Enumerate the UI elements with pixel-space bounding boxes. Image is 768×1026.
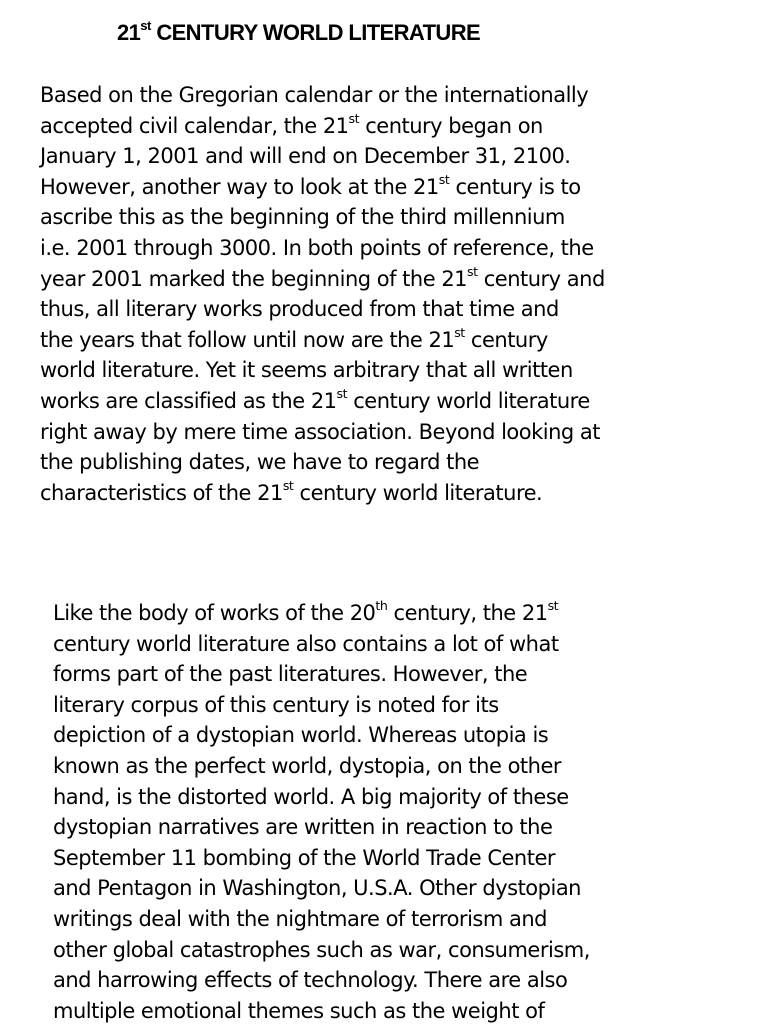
text-run: century world literature [347, 388, 590, 413]
text-line [53, 873, 590, 904]
text-line [53, 812, 590, 843]
text-line [53, 629, 590, 660]
text-line [40, 80, 605, 111]
text-line [40, 264, 605, 295]
text-run: Like the body of works of the 20 [53, 601, 376, 625]
text-run: multiple emotional themes such as the weight of [53, 998, 545, 1023]
text-line [53, 690, 590, 721]
text-run: world literature. Yet it seems arbitrary that all written [40, 358, 573, 383]
text-run: characteristics of the 21 [40, 480, 283, 505]
text-line [53, 965, 590, 996]
text-run: century world literature also contains a lot of what [53, 631, 559, 656]
text-line [53, 751, 590, 782]
ordinal-suffix: st [336, 386, 348, 402]
text-line [53, 996, 590, 1026]
text-run: dystopian narratives are written in reaction to the [53, 815, 553, 840]
title-ordinal-suffix: st [140, 17, 151, 33]
text-line [53, 659, 590, 690]
text-line [40, 325, 605, 356]
text-line [40, 294, 605, 325]
paragraph-2 [53, 598, 590, 1026]
paragraph-1 [40, 80, 605, 508]
text-run: the publishing dates, we have to regard the [40, 450, 480, 475]
text-run: the years that follow until now are the 21 [40, 327, 455, 352]
text-run: writings deal with the nightmare of terrorism and [53, 906, 547, 931]
ordinal-suffix: st [348, 110, 360, 126]
text-run: forms part of the past literatures. However, the [53, 662, 528, 687]
ordinal-suffix: st [282, 477, 294, 493]
text-run: century is to [449, 174, 581, 199]
text-run: accepted civil calendar, the 21 [40, 113, 349, 138]
text-run: century began on [359, 113, 543, 138]
text-line [53, 598, 590, 629]
ordinal-suffix: st [454, 324, 465, 340]
text-run: century world literature. [293, 480, 543, 505]
text-run: September 11 bombing of the World Trade Center [53, 845, 556, 870]
text-run: century and [477, 266, 605, 291]
text-line [40, 233, 605, 264]
text-run: hand, is the distorted world. A big majority of these [53, 784, 569, 809]
text-line [40, 111, 605, 142]
ordinal-suffix: th [375, 598, 388, 614]
text-run: century [464, 327, 548, 352]
text-line [40, 355, 605, 386]
title-text: CENTURY WORLD LITERATURE [150, 20, 481, 45]
text-run: and harrowing effects of technology. There are also [53, 968, 568, 993]
text-line [40, 417, 605, 448]
text-line [40, 141, 605, 172]
text-line [40, 172, 605, 203]
text-line [40, 478, 605, 509]
text-run: ascribe this as the beginning of the third millennium [40, 205, 565, 230]
text-line [53, 843, 590, 874]
text-run: century, the 21 [387, 601, 548, 625]
text-run: thus, all literary works produced from that time and [40, 297, 559, 322]
text-line [40, 447, 605, 478]
text-run: right away by mere time association. Beyond looking at [40, 419, 601, 444]
text-run: and Pentagon in Washington, U.S.A. Other dystopian [53, 876, 581, 901]
text-run: year 2001 marked the beginning of the 21 [40, 266, 468, 291]
text-run: other global catastrophes such as war, consumerism, [53, 937, 590, 962]
text-run: Based on the Gregorian calendar or the internationally [40, 83, 589, 107]
text-run: depiction of a dystopian world. Whereas utopia is [53, 723, 549, 748]
title-number: 21 [117, 20, 141, 45]
text-line [40, 386, 605, 417]
text-line [53, 935, 590, 966]
text-run: However, another way to look at the 21 [40, 174, 439, 199]
text-line [53, 904, 590, 935]
text-run: works are classified as the 21 [40, 388, 337, 413]
document-title [117, 18, 480, 48]
text-run: January 1, 2001 and will end on December 31, 2100. [40, 144, 571, 169]
text-run: i.e. 2001 through 3000. In both points of reference, the [40, 235, 594, 260]
text-run: known as the perfect world, dystopia, on the other [53, 753, 562, 778]
text-line [40, 202, 605, 233]
text-run: literary corpus of this century is noted for its [53, 692, 499, 717]
text-line [53, 720, 590, 751]
ordinal-suffix: st [547, 598, 559, 614]
ordinal-suffix: st [438, 171, 450, 187]
text-line [53, 782, 590, 813]
ordinal-suffix: st [467, 263, 478, 279]
